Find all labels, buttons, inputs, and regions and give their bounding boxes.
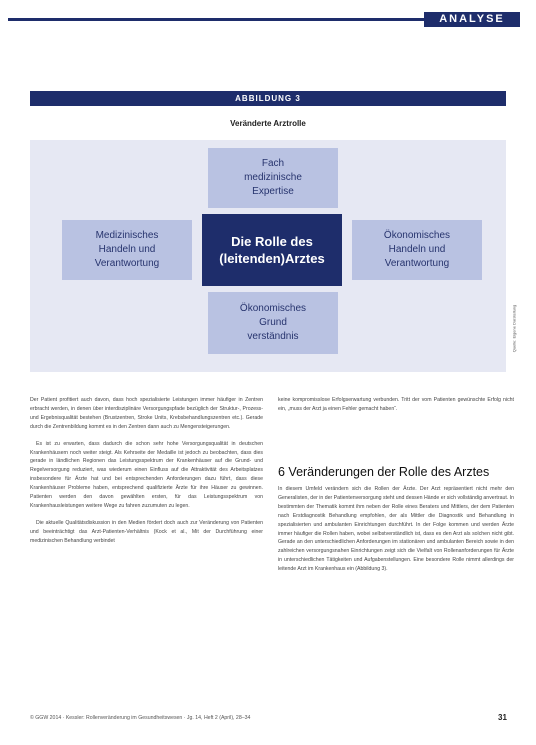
page-number: 31 (498, 713, 507, 722)
footer-citation: © GGW 2014 · Kessler: Rollenveränderung im Gesundheitswesen · Jg. 14, Heft 2 (April), 28–34 (30, 715, 251, 721)
figure-title: Veränderte Arztrolle (230, 119, 306, 128)
diagram-box-center: Die Rolle des (leitenden)Arztes (202, 214, 342, 286)
diagram-box-right: Ökonomisches Handeln und Verantwortung (352, 220, 482, 280)
paragraph: In diesem Umfeld verändern sich die Rollen der Ärzte. Der Arzt repräsentiert nicht mehr den Generalisten, der in der Patientenversorgung steht und dessen Hände er sich vollständig anvertraut. In bestimmten der Thematik kommt ihm neben der Rolle eines Beraters und Mittlers, der dem Patienten nach Erstdiagnostik Behandlung empfohlen, der als Mittler die Diagnostik und Behandlung in spezialisierten und ambulanten Einrichtungen durchführt. In der Folge kommen und werden Ärzte immer häufiger die Rollen haben, wobei selbstverständlich ist, dass es den Arzt als solchen nicht gibt. Gerade an den unterschiedlichen Anforderungen im stationären und ambulanten Bereich sowie in den zahlreichen versorgungsnahen Einrichtungen zeigt sich die Vielfalt von Rollenanforderungen für Ärzte in unterschiedlichen Tätigkeiten und Aufgabenstellungen. Eine besondere Rolle nimmt allerdings der leitende Arzt im Krankenhaus ein (Abbildung 3). (278, 486, 514, 573)
figure-diagram (30, 140, 506, 372)
section-heading: 6 Veränderungen der Rolle des Arztes (278, 465, 490, 479)
section-tag: ANALYSE (424, 12, 520, 27)
diagram-box-left: Medizinisches Handeln und Verantwortung (62, 220, 192, 280)
header-rule (8, 18, 424, 21)
body-right-column-top (278, 396, 514, 432)
paragraph: keine kompromisslose Erfolgserwartung verbunden. Tritt der vom Patienten gewünschte Erfolg nicht ein, „muss der Arzt ja einen Fehler gemacht haben“. (278, 397, 514, 412)
figure-credit: Quelle: Eigene Darstellung (511, 304, 517, 353)
paragraph: Es ist zu erwarten, dass dadurch die schon sehr hohe Versorgungsqualität in deutschen Krankenhäusern noch weiter steigt. Als Kehrseite der Medaille ist jedoch zu beobachten, dass dies gerade in ländlichen Regionen das Leistungsspektrum der Krankenhäuser auf die Grund- und Regelversorgung reduziert, was wiederum einen Einfluss auf die Attraktivität des Arbeitsplatzes insbesondere für Ärzte hat und bei entsprechenden Anforderungen dazu führt, dass diese Krankenhäuser Probleme haben, entsprechend qualifizierte Ärzte für ihre Häuser zu gewinnen. Patienten werden den davon gewählten ersten, für das Leistungsspektrum von Krankenhausleistungen weitere Wege zu fahren zuzumuten zu legen. (30, 440, 263, 509)
body-right-column (278, 485, 514, 695)
body-left-column (30, 396, 263, 696)
paragraph: Der Patient profitiert auch davon, dass hoch spezialisierte Leistungen immer häufiger in Zentren erbracht werden, in denen über interdisziplinäre Versorgungspfade bezüglich der Struktur-, Prozess- und Ergebnisqualität bestehen (Brustzentren, Stroke Units, Krebsbehandlungszentren etc.). Gerade durch die Zentrenbildung kommt es in den Zentren dann auch zu Mengensteigerungen. (30, 397, 263, 430)
figure-label: ABBILDUNG 3 (30, 91, 506, 106)
diagram-box-bottom: Ökonomisches Grund verständnis (208, 292, 338, 354)
paragraph: Die aktuelle Qualitätsdiskussion in den Medien fördert doch auch zur Veränderung von Patienten und beeinträchtigt das Arzt-Patienten-Verhältnis (Kock et al., Mit der Durchführung einer medizinischen Behandlung verbindet (30, 519, 263, 544)
diagram-box-top: Fach medizinische Expertise (208, 148, 338, 208)
